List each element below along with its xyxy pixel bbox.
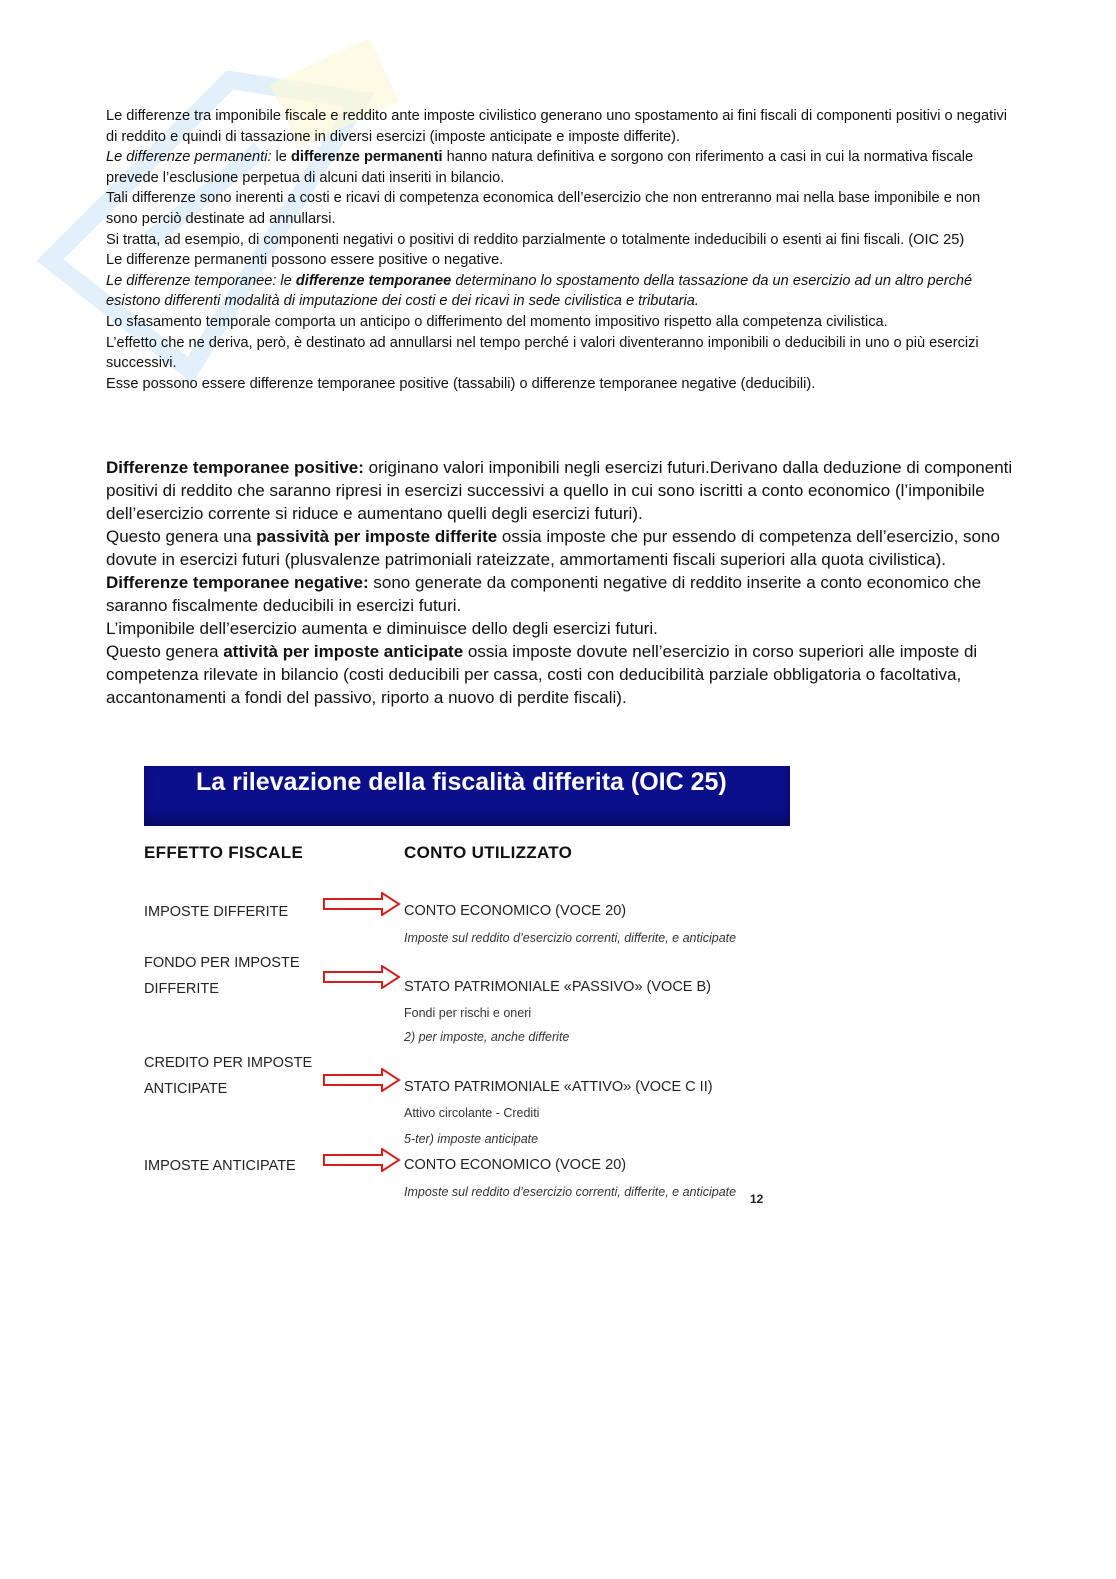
text: ossia imposte dovute nell’esercizio in corso superiori alle imposte di competenza rilevate in bilancio (costi deducibili per cassa, costi con deducibilità parziale obbligatoria o facoltativa, accantonamenti a fondi del passivo, riporto a nuovo di perdite fiscali). xyxy=(106,642,978,707)
bold-term: attività per imposte anticipate xyxy=(223,642,464,661)
paragraph xyxy=(106,271,1011,312)
account-note: Imposte sul reddito d’esercizio correnti, differite, e anticipate xyxy=(404,1185,737,1199)
figure-title: La rilevazione della fiscalità differita (OIC 25) xyxy=(196,768,727,796)
figure-banner xyxy=(144,766,790,826)
text: Questo genera una xyxy=(106,527,257,546)
text: originano valori imponibili negli esercizi futuri.Derivano dalla deduzione di componenti positivi di reddito che saranno ripresi in esercizi successivi a quello in cui sono iscritti a conto economico (l’imponibile dell’esercizio corrente si riduce e aumentano quelli degli esercizi futuri). xyxy=(106,458,1013,523)
effect-label: DIFFERITE xyxy=(144,981,219,997)
paragraph: L’imponibile dell’esercizio aumenta e diminuisce dello degli esercizi futuri. xyxy=(106,619,658,638)
paragraph: L’effetto che ne deriva, però, è destinato ad annullarsi nel tempo perché i valori diventeranno imponibili o deducibili in uno o più esercizi successivi. xyxy=(106,334,979,372)
account-name: CONTO ECONOMICO (VOCE 20) xyxy=(404,1157,627,1173)
text: determinano lo spostamento della tassazione da un esercizio ad un altro perché esistono differenti modalità di imputazione dei costi e dei ricavi in sede civilistica e tributaria. xyxy=(106,272,973,310)
paragraph xyxy=(106,456,1016,525)
page-number: 12 xyxy=(750,1192,764,1206)
account-name: STATO PATRIMONIALE «PASSIVO» (VOCE B) xyxy=(404,979,711,995)
effect-label: IMPOSTE DIFFERITE xyxy=(144,904,289,920)
intro-text xyxy=(106,106,1011,394)
bold-term: passività per imposte differite xyxy=(256,527,498,546)
paragraph xyxy=(106,525,1016,571)
bold-term: Differenze temporanee negative: xyxy=(106,573,369,592)
column-header-account: CONTO UTILIZZATO xyxy=(404,843,573,862)
effect-label: FONDO PER IMPOSTE xyxy=(144,955,300,971)
text: ossia imposte che pur essendo di competenza dell’esercizio, sono dovute in esercizi futuri (plusvalenze patrimoniali rateizzate, ammortamenti fiscali superiori alla quota civilistica). xyxy=(106,527,1000,569)
arrow-right-icon xyxy=(322,1068,402,1092)
arrow-right-icon xyxy=(322,1148,402,1172)
paragraph: Lo sfasamento temporale comporta un anticipo o differimento del momento impositivo rispetto alla competenza civilistica. xyxy=(106,313,888,330)
arrow-right-icon xyxy=(322,965,402,989)
paragraph: Esse possono essere differenze temporanee positive (tassabili) o differenze temporanee negative (deducibili). xyxy=(106,375,816,392)
bold-term: differenze permanenti xyxy=(290,149,443,166)
paragraph xyxy=(106,147,1011,188)
paragraph: Le differenze tra imponibile fiscale e reddito ante imposte civilistico generano uno spostamento ai fini fiscali di componenti positivi o negativi di reddito e quindi di tassazione in diversi esercizi (imposte anticipate e imposte differite). xyxy=(106,108,1007,145)
column-header-effect: EFFETTO FISCALE xyxy=(144,843,304,862)
effect-label: CREDITO PER IMPOSTE xyxy=(144,1055,313,1071)
paragraph: Tali differenze sono inerenti a costi e ricavi di competenza economica dell’esercizio che non entreranno mai nella base imponibile e non sono perciò destinate ad annullarsi. xyxy=(106,190,981,227)
text: le xyxy=(271,149,291,166)
effect-label: ANTICIPATE xyxy=(144,1081,228,1097)
text: hanno natura definitiva e sorgono con riferimento a casi in cui la normativa fiscale prevede l’esclusione perpetua di alcuni dati inseriti in bilancio. xyxy=(106,149,974,186)
paragraph: Si tratta, ad esempio, di componenti negativi o positivi di reddito parzialmente o totalmente indeducibili o esenti ai fini fiscali. (OIC 25) xyxy=(106,231,965,248)
text: Questo genera xyxy=(106,642,224,661)
paragraph xyxy=(106,640,1016,709)
text: Le differenze temporanee: le xyxy=(106,272,296,289)
account-note: Attivo circolante - Crediti xyxy=(404,1106,540,1120)
account-name: STATO PATRIMONIALE «ATTIVO» (VOCE C II) xyxy=(404,1079,713,1095)
account-note: Fondi per rischi e oneri xyxy=(404,1006,532,1020)
account-note: 2) per imposte, anche differite xyxy=(404,1030,570,1044)
account-name: CONTO ECONOMICO (VOCE 20) xyxy=(404,903,627,919)
text: sono generate da componenti negative di reddito inserite a conto economico che saranno fiscalmente deducibili in esercizi futuri. xyxy=(106,573,982,615)
account-note: Imposte sul reddito d’esercizio correnti, differite, e anticipate xyxy=(404,931,737,945)
bold-term: differenze temporanee xyxy=(295,272,452,289)
effect-label: IMPOSTE ANTICIPATE xyxy=(144,1158,296,1174)
bold-term: Differenze temporanee positive: xyxy=(106,458,364,477)
paragraph: Le differenze permanenti possono essere positive o negative. xyxy=(106,252,504,269)
arrow-right-icon xyxy=(322,892,402,916)
paragraph xyxy=(106,571,1016,617)
temporary-differences-text xyxy=(106,456,1016,709)
deferred-tax-figure xyxy=(144,766,804,1216)
italic-lead: Le differenze permanenti: xyxy=(106,149,272,166)
account-note: 5-ter) imposte anticipate xyxy=(404,1132,539,1146)
